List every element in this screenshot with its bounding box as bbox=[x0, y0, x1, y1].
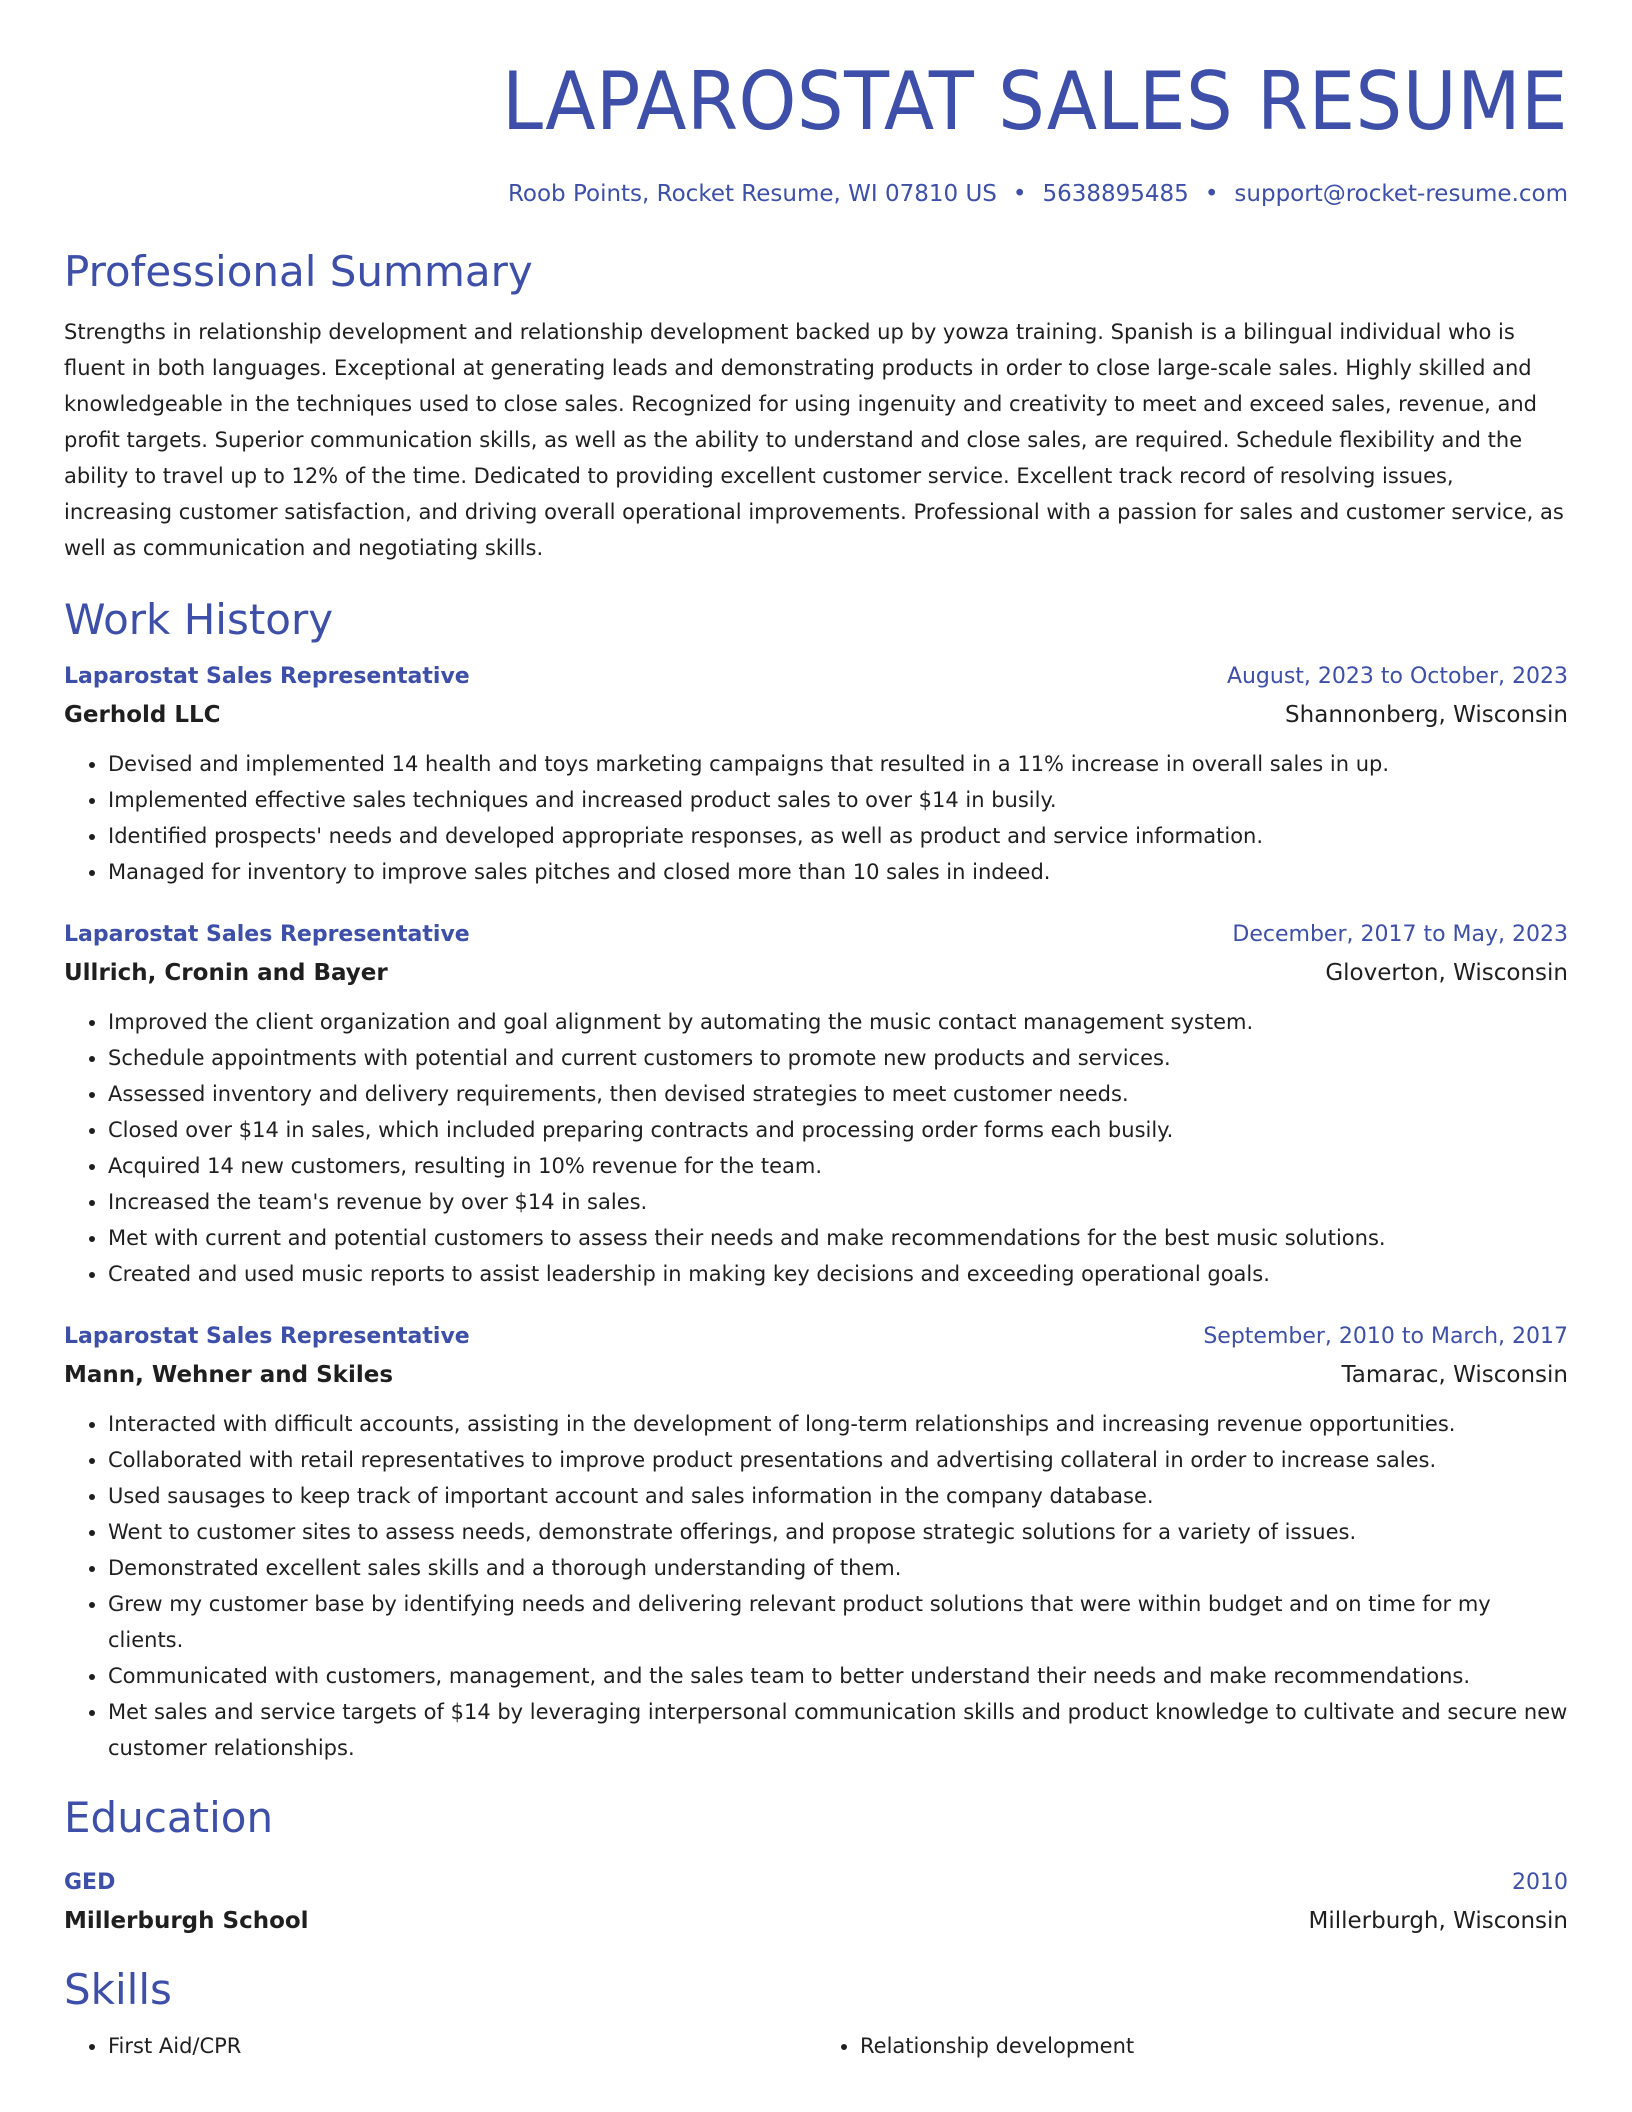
job-location: Shannonberg, Wisconsin bbox=[1285, 702, 1568, 728]
education-school: Millerburgh School bbox=[64, 1908, 309, 1934]
job-bullet: • Assessed inventory and delivery requirements, then devised strategies to meet customer needs. bbox=[108, 1076, 1568, 1112]
contact-line bbox=[64, 178, 1568, 210]
job-location: Tamarac, Wisconsin bbox=[1341, 1362, 1568, 1388]
section-title-work-history: Work History bbox=[64, 595, 334, 644]
job-title: Laparostat Sales Representative bbox=[64, 922, 470, 947]
job-bullet: • Closed over $14 in sales, which included preparing contracts and processing order forms each busily. bbox=[108, 1112, 1568, 1148]
job-entry bbox=[64, 658, 1568, 890]
section-title-skills: Skills bbox=[64, 1965, 172, 2014]
resume-name: LAPAROSTAT SALES RESUME bbox=[502, 55, 1569, 148]
section-title-summary: Professional Summary bbox=[64, 247, 533, 296]
education-degree: GED bbox=[64, 1870, 116, 1895]
contact-address: Roob Points, Rocket Resume, WI 07810 US bbox=[507, 181, 997, 207]
job-bullets bbox=[64, 1406, 1568, 1766]
job-title: Laparostat Sales Representative bbox=[64, 664, 470, 689]
job-location: Gloverton, Wisconsin bbox=[1325, 960, 1568, 986]
job-bullet: • Increased the team's revenue by over $14 in sales. bbox=[108, 1184, 1568, 1220]
skills-column-left bbox=[64, 2028, 816, 2064]
contact-email: support@rocket-resume.com bbox=[1234, 181, 1568, 207]
education-year: 2010 bbox=[1512, 1870, 1568, 1895]
job-bullets bbox=[64, 1004, 1568, 1292]
job-bullet: • Schedule appointments with potential and current customers to promote new products and services. bbox=[108, 1040, 1568, 1076]
job-bullet: • Met sales and service targets of $14 by leveraging interpersonal communication skills and product knowledge to cultivate and secure new customer relationships. bbox=[108, 1694, 1568, 1766]
section-title-education: Education bbox=[64, 1793, 274, 1842]
job-bullet: • Improved the client organization and goal alignment by automating the music contact management system. bbox=[108, 1004, 1568, 1040]
job-bullet: • Implemented effective sales techniques and increased product sales to over $14 in busily. bbox=[108, 782, 1568, 818]
job-bullet: • Communicated with customers, management, and the sales team to better understand their needs and make recommendations. bbox=[108, 1658, 1568, 1694]
job-bullet: • Devised and implemented 14 health and toys marketing campaigns that resulted in a 11% increase in overall sales in up. bbox=[108, 746, 1568, 782]
skills-list bbox=[64, 2028, 1568, 2064]
skill-item: • Relationship development bbox=[860, 2028, 1568, 2064]
job-bullet: • Went to customer sites to assess needs, demonstrate offerings, and propose strategic solutions for a variety of issues. bbox=[108, 1514, 1568, 1550]
job-bullet: • Managed for inventory to improve sales pitches and closed more than 10 sales in indeed. bbox=[108, 854, 1568, 890]
job-bullets bbox=[64, 746, 1568, 890]
job-company: Ullrich, Cronin and Bayer bbox=[64, 960, 388, 986]
job-title: Laparostat Sales Representative bbox=[64, 1324, 470, 1349]
summary-paragraph: Strengths in relationship development and relationship development backed up by yowza training. Spanish is a bilingual individual who is fluent in both languages. Exceptional at generating leads and demonstrating products in order to close large-scale sales. Highly skilled and knowledgeable in the techniques used to close sales. Recognized for using ingenuity and creativity to meet and exceed sales, revenue, and profit targets. Superior communication skills, as well as the ability to understand and close sales, are required. Schedule flexibility and the ability to travel up to 12% of the time. Dedicated to providing excellent customer service. Excellent track record of resolving issues, increasing customer satisfaction, and driving overall operational improvements. Professional with a passion for sales and customer service, as well as communication and negotiating skills. bbox=[64, 320, 1564, 560]
job-bullet: • Used sausages to keep track of important account and sales information in the company database. bbox=[108, 1478, 1568, 1514]
job-entry bbox=[64, 916, 1568, 1292]
contact-separator: • bbox=[1204, 181, 1219, 207]
job-bullet: • Met with current and potential customers to assess their needs and make recommendations for the best music solutions. bbox=[108, 1220, 1568, 1256]
job-dates: December, 2017 to May, 2023 bbox=[1232, 922, 1568, 947]
job-entry bbox=[64, 1318, 1568, 1766]
job-company: Mann, Wehner and Skiles bbox=[64, 1362, 394, 1388]
job-bullet: • Created and used music reports to assist leadership in making key decisions and exceeding operational goals. bbox=[108, 1256, 1568, 1292]
job-bullet: • Grew my customer base by identifying needs and delivering relevant product solutions that were within budget and on time for my clients. bbox=[108, 1586, 1568, 1658]
job-bullet: • Collaborated with retail representatives to improve product presentations and advertising collateral in order to increase sales. bbox=[108, 1442, 1568, 1478]
education-entry bbox=[64, 1864, 1568, 1940]
job-bullet: • Acquired 14 new customers, resulting in 10% revenue for the team. bbox=[108, 1148, 1568, 1184]
contact-phone: 5638895485 bbox=[1042, 181, 1189, 207]
job-bullet: • Identified prospects' needs and developed appropriate responses, as well as product and service information. bbox=[108, 818, 1568, 854]
resume-header bbox=[64, 0, 1568, 210]
skills-column-right bbox=[816, 2028, 1568, 2064]
job-dates: September, 2010 to March, 2017 bbox=[1203, 1324, 1568, 1349]
job-company: Gerhold LLC bbox=[64, 702, 221, 728]
job-bullet: • Demonstrated excellent sales skills and a thorough understanding of them. bbox=[108, 1550, 1568, 1586]
job-dates: August, 2023 to October, 2023 bbox=[1226, 664, 1568, 689]
skill-item: • First Aid/CPR bbox=[108, 2028, 816, 2064]
job-bullet: • Interacted with difficult accounts, assisting in the development of long-term relationships and increasing revenue opportunities. bbox=[108, 1406, 1568, 1442]
contact-separator: • bbox=[1012, 181, 1027, 207]
education-location: Millerburgh, Wisconsin bbox=[1308, 1908, 1568, 1934]
